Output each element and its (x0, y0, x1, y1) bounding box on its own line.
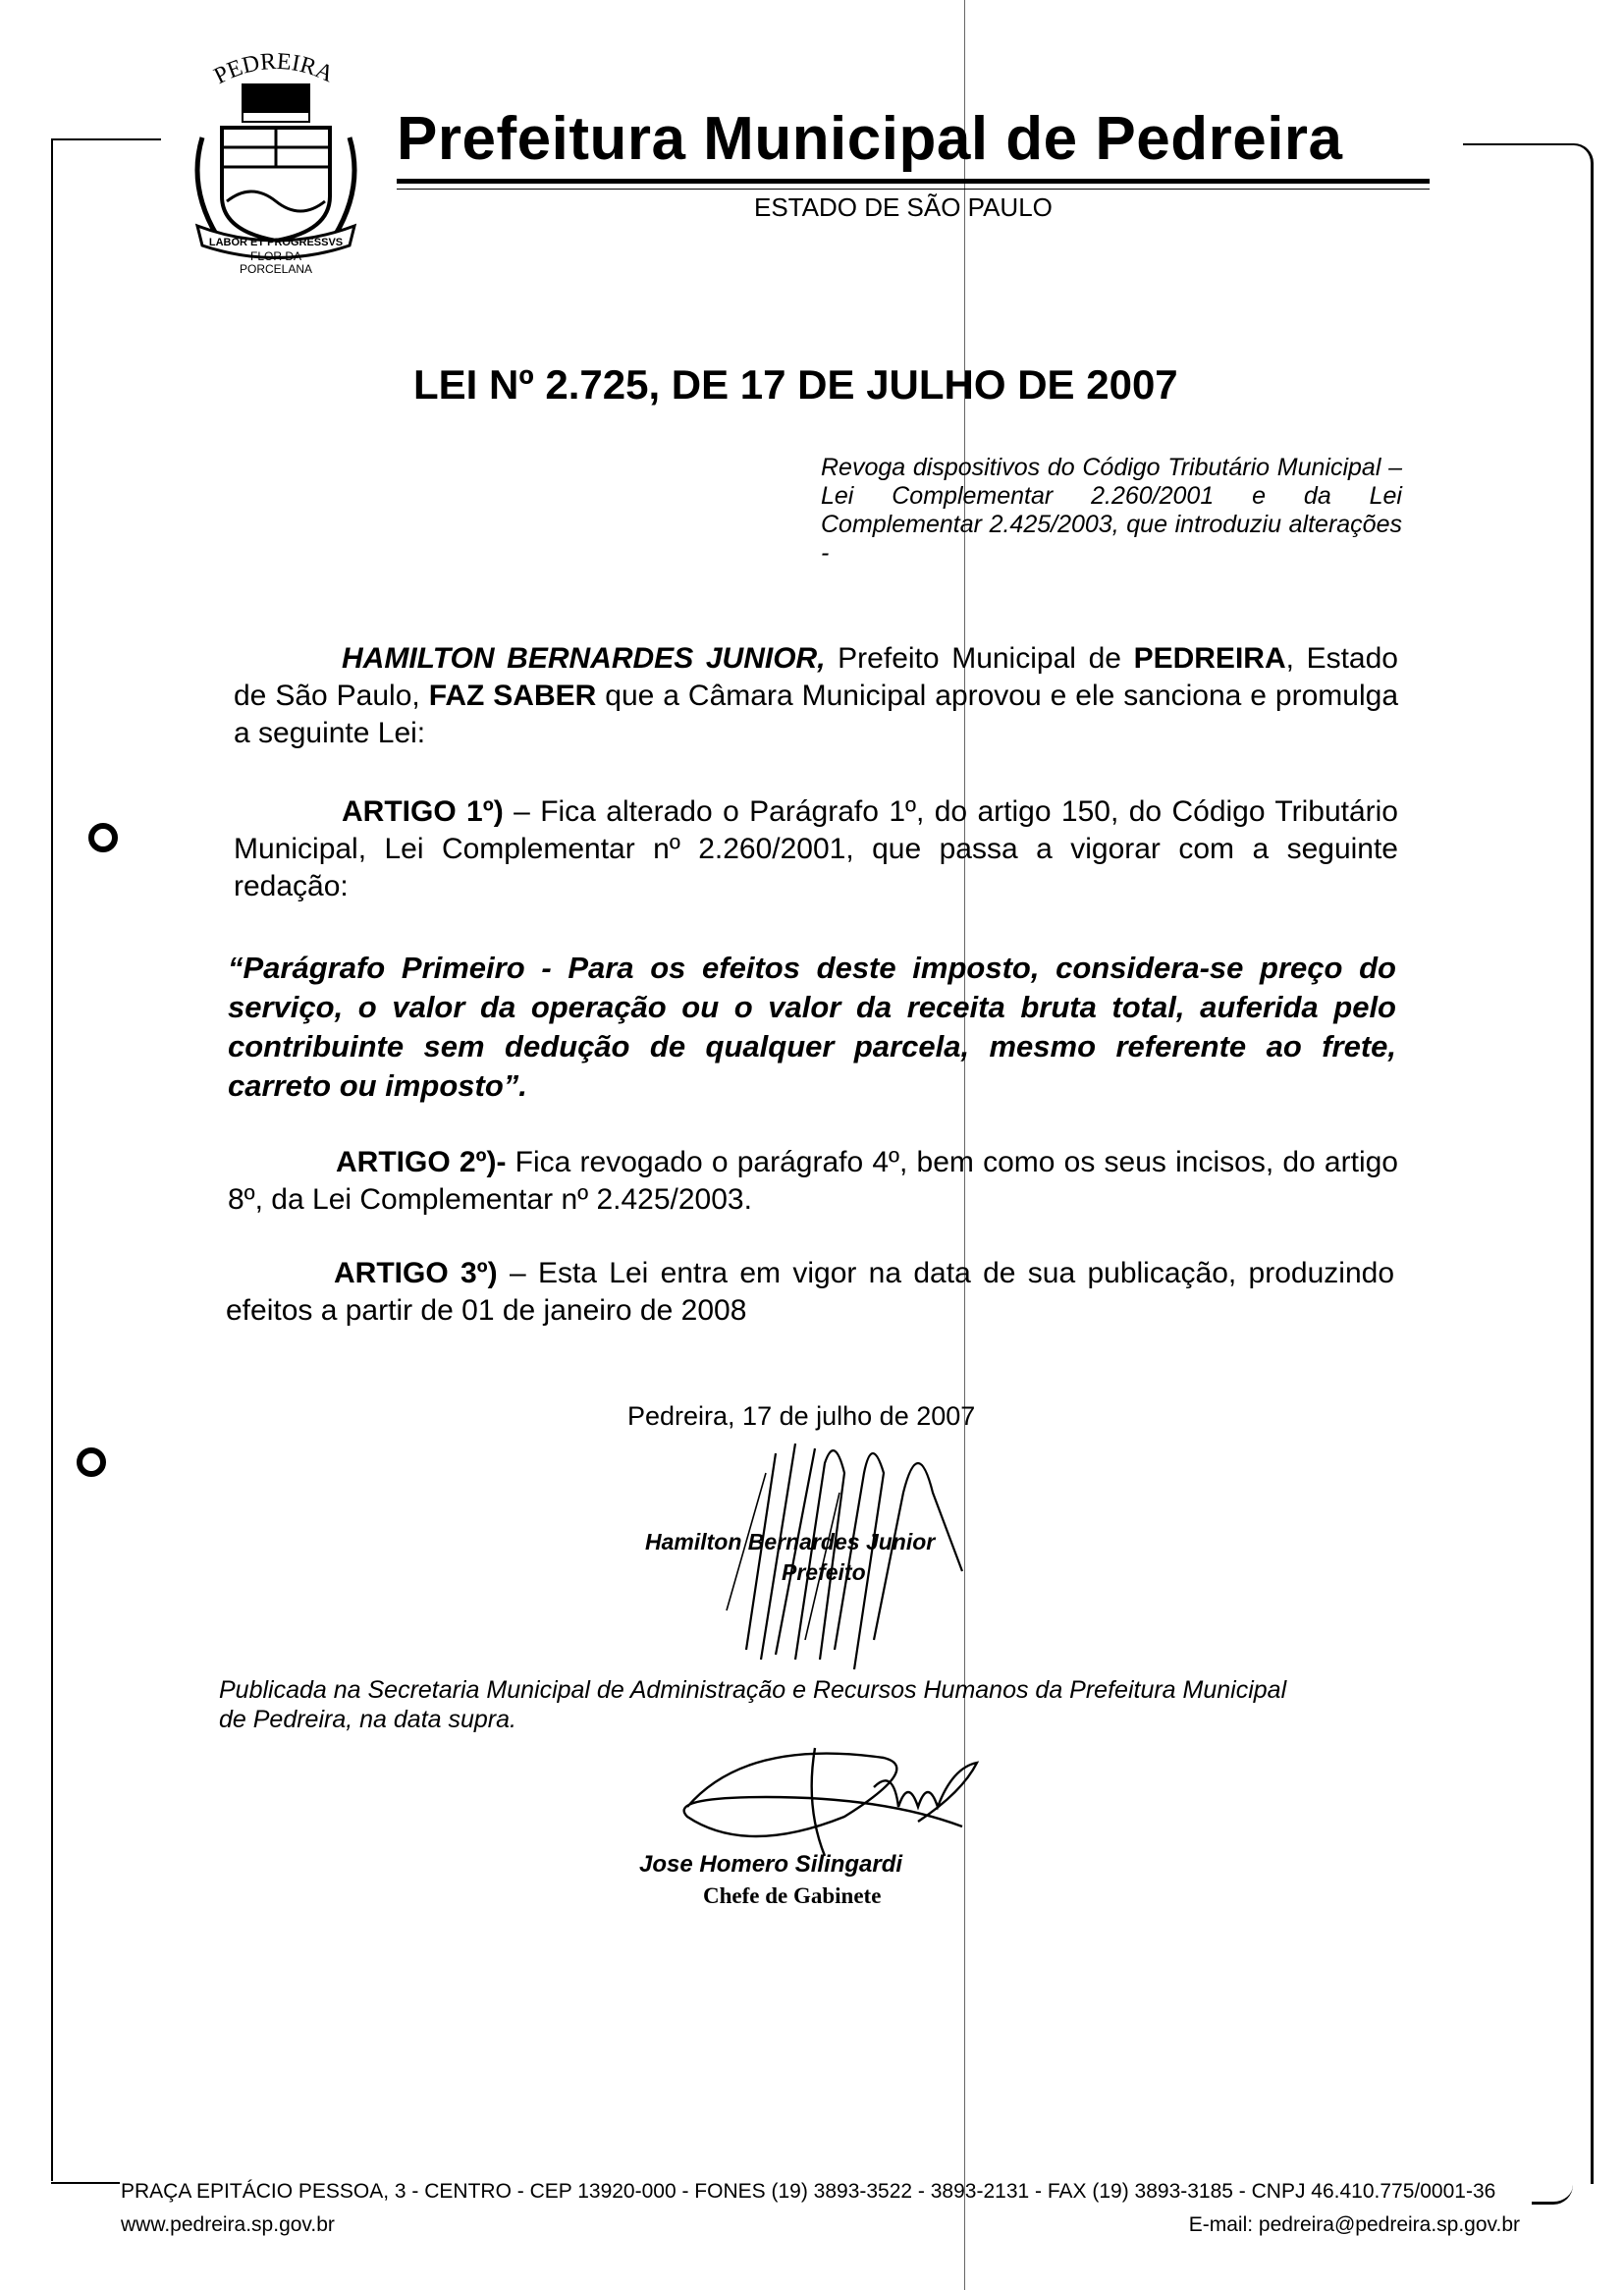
svg-text:PEDREIRA: PEDREIRA (210, 48, 338, 90)
svg-text:LABOR ET PROGRESSVS: LABOR ET PROGRESSVS (208, 237, 344, 248)
article-text: Fica revogado o parágrafo 4º, bem como os seus incisos, do artigo 8º, da Lei Complementar nº 2.425/2003. (228, 1146, 1398, 1216)
faz-saber: FAZ SABER (428, 680, 597, 712)
page-border-right (1571, 143, 1594, 2184)
footer-email[interactable]: E-mail: pedreira@pedreira.sp.gov.br (1188, 2213, 1520, 2236)
svg-text:PORCELANA: PORCELANA (239, 262, 313, 275)
header-subtitle: ESTADO DE SÃO PAULO (754, 192, 1053, 222)
article-3 (226, 1255, 1394, 1330)
page-border-bottom-right (1532, 2182, 1573, 2205)
preamble-text: que a Câmara Municipal aprovou e ele sanciona e promulga a seguinte Lei: (234, 680, 1399, 749)
law-title: LEI Nº 2.725, DE 17 DE JULHO DE 2007 (413, 361, 1178, 408)
header-rule-thin (397, 189, 1430, 190)
svg-text:FLOR DA: FLOR DA (249, 249, 302, 263)
chief-name: Jose Homero Silingardi (639, 1851, 903, 1878)
preamble-paragraph (234, 640, 1398, 752)
city-name: PEDREIRA (1133, 642, 1286, 675)
footer-website[interactable]: www.pedreira.sp.gov.br (121, 2213, 335, 2236)
page-border-left (51, 138, 53, 2181)
preamble-text: , Estado de São Paulo, (234, 642, 1398, 712)
article-label: ARTIGO 2º)- (336, 1146, 507, 1178)
article-text: – Esta Lei entra em vigor na data de sua publicação, produzindo efeitos a partir de 01 de janeiro de 2008 (226, 1257, 1394, 1327)
mayor-name-printed: Hamilton Bernardes Junior (645, 1529, 936, 1554)
mayor-role: Prefeito (782, 1559, 866, 1585)
law-ementa: Revoga dispositivos do Código Tributário Municipal – Lei Complementar 2.260/2001 e da Lei Complementar 2.425/2003, que introduziu alterações - (821, 454, 1402, 567)
article-label: ARTIGO 3º) (334, 1257, 498, 1289)
chief-role: Chefe de Gabinete (703, 1883, 882, 1908)
punch-hole-icon (77, 1447, 106, 1477)
place-date: Pedreira, 17 de julho de 2007 (627, 1401, 976, 1431)
page-border-top-right (1463, 143, 1572, 145)
header-title: Prefeitura Municipal de Pedreira (397, 105, 1343, 173)
article-2 (228, 1144, 1398, 1219)
footer-address: PRAÇA EPITÁCIO PESSOA, 3 - CENTRO - CEP 13920-000 - FONES (19) 3893-3522 - 3893-2131 - FAX (19) 3893-3185 - CNPJ 46.410.775/0001-36 (121, 2180, 1496, 2203)
mayor-name: HAMILTON BERNARDES JUNIOR, (342, 642, 826, 675)
article-label: ARTIGO 1º) (342, 795, 504, 828)
header-rule (397, 179, 1430, 184)
article-text: – Fica alterado o Parágrafo 1º, do artigo 150, do Código Tributário Municipal, Lei Complementar nº 2.260/2001, que passa a vigorar com a seguinte redação: (234, 795, 1398, 902)
article-1 (234, 793, 1398, 905)
preamble-text: Prefeito Municipal de (825, 642, 1134, 675)
coat-of-arms-logo (183, 44, 369, 275)
publication-note: Publicada na Secretaria Municipal de Administração e Recursos Humanos da Prefeitura Municipal de Pedreira, na data supra. (219, 1676, 1287, 1733)
page-border-bottom-left (51, 2182, 120, 2184)
article-1-quote: “Parágrafo Primeiro - Para os efeitos deste imposto, considera-se preço do serviço, o valor da operação ou o valor da receita bruta total, auferida pelo contribuinte sem dedução de qualquer parcela, mesmo referente ao frete, carreto ou imposto”. (228, 951, 1396, 1103)
page-border-top-left (51, 138, 161, 140)
punch-hole-icon (88, 823, 118, 852)
